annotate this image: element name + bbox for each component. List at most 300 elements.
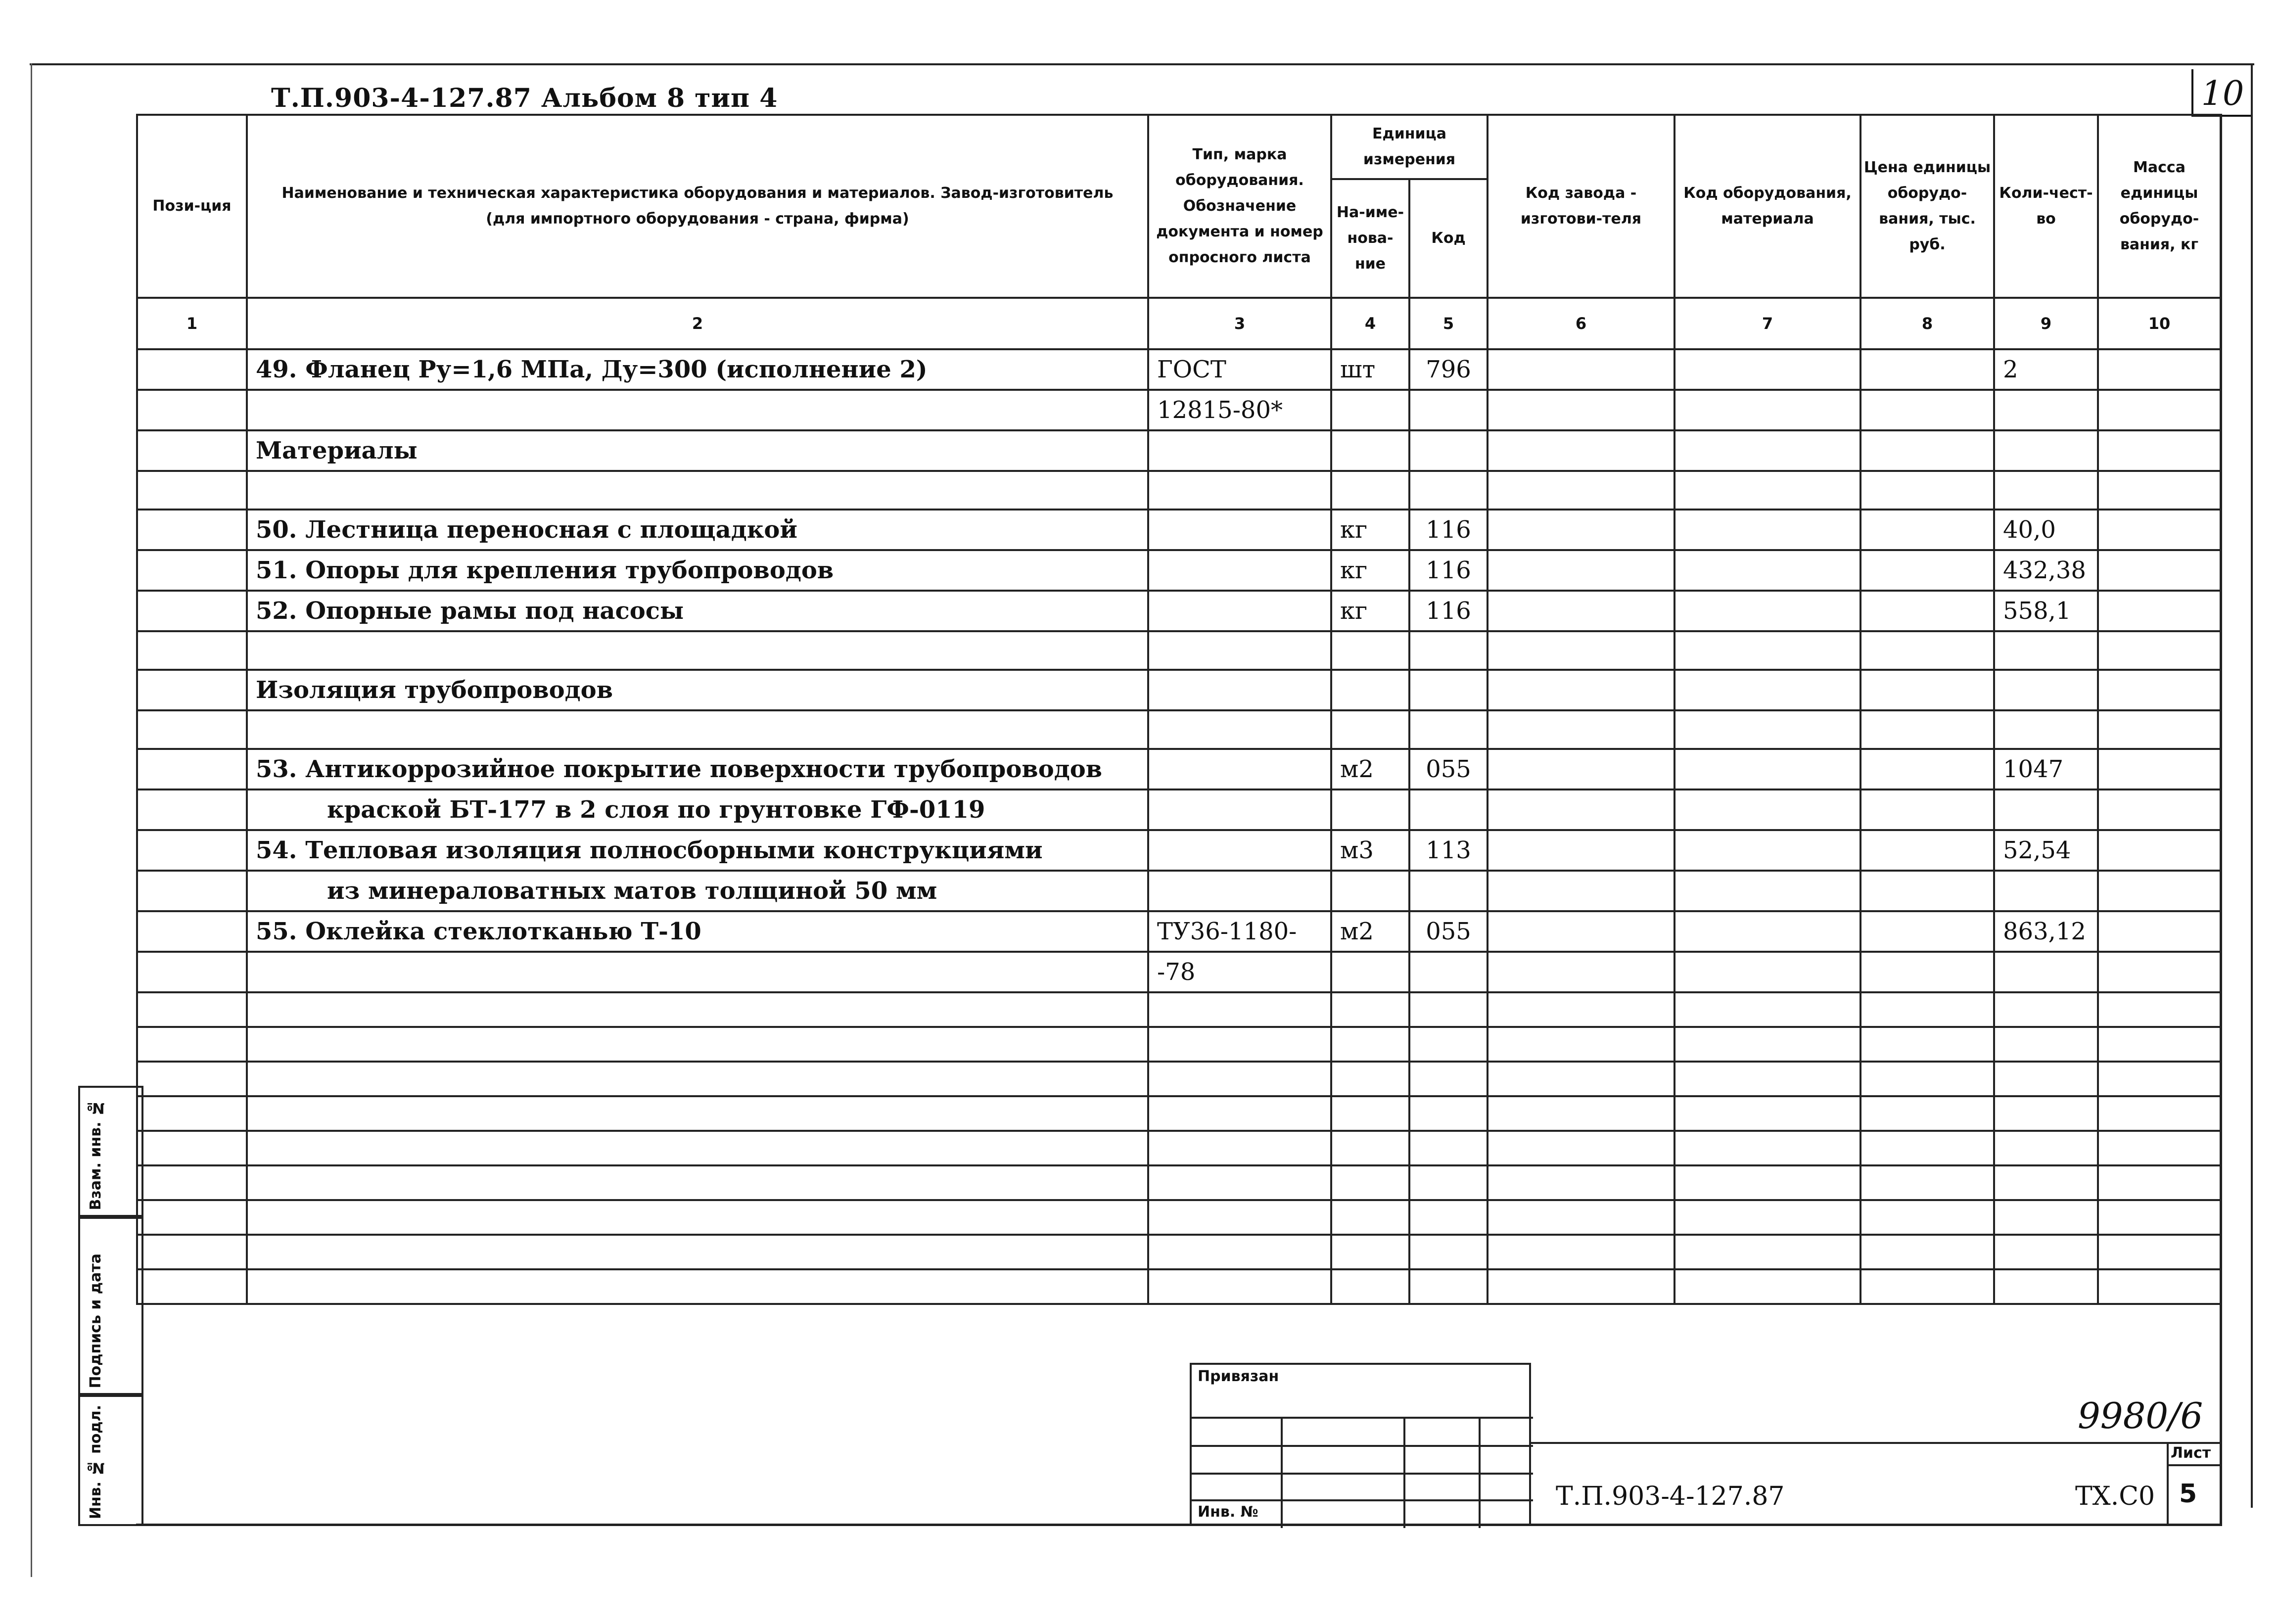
name-cell: краской БТ-177 в 2 слоя по грунтовке ГФ-0119 [247, 789, 1148, 830]
factory-code-cell [1488, 471, 1674, 510]
quantity-cell [1994, 670, 2098, 710]
price-cell [1860, 1096, 1994, 1131]
frame-left-line [31, 63, 32, 1577]
factory-code-cell [1488, 1235, 1674, 1269]
table-row [137, 471, 2221, 510]
position-cell [137, 911, 247, 952]
name-cell [247, 1200, 1148, 1235]
position-cell [137, 591, 247, 631]
unit-name-cell: кг [1331, 550, 1409, 591]
side-label: Инв. № подл. [87, 1404, 104, 1519]
mass-cell [2098, 471, 2221, 510]
type-cell [1148, 1165, 1331, 1200]
mass-cell [2098, 1131, 2221, 1165]
factory-code-cell [1488, 1200, 1674, 1235]
price-cell [1860, 952, 1994, 992]
table-row [137, 631, 2221, 670]
quantity-cell [1994, 1269, 2098, 1304]
unit-name-cell [1331, 952, 1409, 992]
position-cell [137, 1235, 247, 1269]
position-cell [137, 430, 247, 471]
handwritten-number: 9980/6 [2078, 1395, 2203, 1437]
price-cell [1860, 550, 1994, 591]
mass-cell [2098, 1269, 2221, 1304]
unit-name-cell: м2 [1331, 911, 1409, 952]
name-cell [247, 710, 1148, 749]
quantity-cell [1994, 952, 2098, 992]
mass-cell [2098, 1096, 2221, 1131]
quantity-cell [1994, 631, 2098, 670]
position-cell [137, 550, 247, 591]
unit-name-cell: кг [1331, 591, 1409, 631]
name-cell [247, 1027, 1148, 1062]
type-cell [1148, 749, 1331, 789]
equipment-code-cell [1674, 992, 1860, 1027]
price-cell [1860, 911, 1994, 952]
type-cell [1148, 510, 1331, 550]
unit-name-cell: шт [1331, 349, 1409, 390]
equipment-code-cell [1674, 510, 1860, 550]
factory-code-cell [1488, 952, 1674, 992]
price-cell [1860, 1165, 1994, 1200]
stamp-grid-line [1192, 1445, 1533, 1447]
mass-cell [2098, 911, 2221, 952]
factory-code-cell [1488, 430, 1674, 471]
side-stamp-signature [78, 1217, 143, 1395]
type-cell [1148, 430, 1331, 471]
name-cell [247, 952, 1148, 992]
unit-code-cell [1409, 710, 1488, 749]
price-cell [1860, 871, 1994, 911]
quantity-cell [1994, 789, 2098, 830]
quantity-cell [1994, 1096, 2098, 1131]
col-header-mass: Масса единицы оборудо-вания, кг [2098, 115, 2221, 298]
type-cell [1148, 1269, 1331, 1304]
quantity-cell [1994, 1200, 2098, 1235]
price-cell [1860, 1269, 1994, 1304]
col-header-type: Тип, марка оборудования. Обозначение документа и номер опросного листа [1148, 115, 1331, 298]
col-header-quantity: Коли-чест-во [1994, 115, 2098, 298]
factory-code-cell [1488, 992, 1674, 1027]
mass-cell [2098, 789, 2221, 830]
mass-cell [2098, 430, 2221, 471]
unit-name-cell [1331, 1096, 1409, 1131]
col-header-unit-group: Единица измерения [1331, 115, 1488, 179]
price-cell [1860, 430, 1994, 471]
mass-cell [2098, 952, 2221, 992]
equipment-code-cell [1674, 789, 1860, 830]
type-cell [1148, 670, 1331, 710]
frame-top-line [30, 63, 2254, 65]
table-row [137, 871, 2221, 911]
col-header-unit-name: На-име-нова-ние [1331, 179, 1409, 298]
unit-code-cell [1409, 1096, 1488, 1131]
table-row [137, 1131, 2221, 1165]
factory-code-cell [1488, 510, 1674, 550]
quantity-cell: 52,54 [1994, 830, 2098, 871]
factory-code-cell [1488, 631, 1674, 670]
quantity-cell: 40,0 [1994, 510, 2098, 550]
table-row [137, 749, 2221, 789]
mass-cell [2098, 992, 2221, 1027]
factory-code-cell [1488, 1131, 1674, 1165]
factory-code-cell [1488, 550, 1674, 591]
equipment-code-cell [1674, 631, 1860, 670]
position-cell [137, 749, 247, 789]
unit-name-cell [1331, 710, 1409, 749]
equipment-code-cell [1674, 911, 1860, 952]
name-cell: из минераловатных матов толщиной 50 мм [247, 871, 1148, 911]
col-header-unit-code: Код [1409, 179, 1488, 298]
mass-cell [2098, 390, 2221, 430]
unit-code-cell: 116 [1409, 550, 1488, 591]
col-header-price: Цена единицы оборудо-вания, тыс. руб. [1860, 115, 1994, 298]
price-cell [1860, 789, 1994, 830]
unit-code-cell [1409, 670, 1488, 710]
col-num: 5 [1409, 298, 1488, 349]
unit-code-cell: 116 [1409, 510, 1488, 550]
type-cell [1148, 871, 1331, 911]
price-cell [1860, 710, 1994, 749]
factory-code-cell [1488, 390, 1674, 430]
price-cell [1860, 749, 1994, 789]
type-cell: 12815-80* [1148, 390, 1331, 430]
unit-name-cell [1331, 1131, 1409, 1165]
name-cell: 49. Фланец Ру=1,6 МПа, Ду=300 (исполнение 2) [247, 349, 1148, 390]
equipment-code-cell [1674, 1027, 1860, 1062]
position-cell [137, 670, 247, 710]
unit-code-cell [1409, 1131, 1488, 1165]
factory-code-cell [1488, 591, 1674, 631]
col-num: 6 [1488, 298, 1674, 349]
sheet-box-divider [2167, 1464, 2220, 1466]
unit-name-cell [1331, 1062, 1409, 1096]
factory-code-cell [1488, 670, 1674, 710]
price-cell [1860, 1027, 1994, 1062]
sheet-label: Лист [2171, 1444, 2211, 1462]
unit-code-cell [1409, 1235, 1488, 1269]
name-cell [247, 1096, 1148, 1131]
table-row [137, 390, 2221, 430]
equipment-code-cell [1674, 430, 1860, 471]
col-num: 9 [1994, 298, 2098, 349]
table-row [137, 510, 2221, 550]
unit-name-cell [1331, 1235, 1409, 1269]
attachment-stamp [1190, 1363, 1531, 1526]
position-cell [137, 952, 247, 992]
title-block-doc-code: Т.П.903-4-127.87 [1556, 1482, 1785, 1511]
unit-code-cell [1409, 952, 1488, 992]
type-cell [1148, 710, 1331, 749]
name-cell: 55. Оклейка стеклотканью Т-10 [247, 911, 1148, 952]
name-cell: 51. Опоры для крепления трубопроводов [247, 550, 1148, 591]
factory-code-cell [1488, 349, 1674, 390]
unit-code-cell [1409, 992, 1488, 1027]
factory-code-cell [1488, 789, 1674, 830]
position-cell [137, 1165, 247, 1200]
col-num: 7 [1674, 298, 1860, 349]
mass-cell [2098, 1165, 2221, 1200]
sheet-number: 5 [2179, 1479, 2197, 1509]
equipment-code-cell [1674, 1062, 1860, 1096]
factory-code-cell [1488, 1165, 1674, 1200]
type-cell [1148, 550, 1331, 591]
name-cell: 52. Опорные рамы под насосы [247, 591, 1148, 631]
table-row [137, 911, 2221, 952]
equipment-code-cell [1674, 1131, 1860, 1165]
document-title: Т.П.903-4-127.87 Альбом 8 тип 4 [271, 83, 778, 113]
equipment-code-cell [1674, 830, 1860, 871]
mass-cell [2098, 830, 2221, 871]
name-cell: Материалы [247, 430, 1148, 471]
table-row [137, 550, 2221, 591]
table-row [137, 1269, 2221, 1304]
col-header-name: Наименование и техническая характеристика оборудования и материалов. Завод-изготовитель (для импортного оборудования - страна, фирма) [247, 115, 1148, 298]
side-label: Подпись и дата [87, 1253, 104, 1388]
quantity-cell [1994, 471, 2098, 510]
unit-name-cell: кг [1331, 510, 1409, 550]
position-cell [137, 390, 247, 430]
table-row [137, 1027, 2221, 1062]
position-cell [137, 789, 247, 830]
equipment-code-cell [1674, 1096, 1860, 1131]
table-row [137, 349, 2221, 390]
unit-code-cell: 116 [1409, 591, 1488, 631]
equipment-code-cell [1674, 349, 1860, 390]
type-cell [1148, 830, 1331, 871]
table-row [137, 1062, 2221, 1096]
factory-code-cell [1488, 1062, 1674, 1096]
table-row [137, 830, 2221, 871]
table-row [137, 952, 2221, 992]
name-cell [247, 1235, 1148, 1269]
quantity-cell [1994, 390, 2098, 430]
type-cell [1148, 471, 1331, 510]
quantity-cell [1994, 1062, 2098, 1096]
page-number: 10 [2201, 74, 2244, 113]
price-cell [1860, 1200, 1994, 1235]
price-cell [1860, 471, 1994, 510]
quantity-cell [1994, 871, 2098, 911]
mass-cell [2098, 591, 2221, 631]
name-cell: 50. Лестница переносная с площадкой [247, 510, 1148, 550]
equipment-code-cell [1674, 1165, 1860, 1200]
name-cell [247, 471, 1148, 510]
unit-name-cell [1331, 871, 1409, 911]
position-cell [137, 710, 247, 749]
mass-cell [2098, 550, 2221, 591]
position-cell [137, 631, 247, 670]
quantity-cell [1994, 1165, 2098, 1200]
position-cell [137, 1027, 247, 1062]
price-cell [1860, 631, 1994, 670]
equipment-code-cell [1674, 1200, 1860, 1235]
col-header-position: Пози-ция [137, 115, 247, 298]
factory-code-cell [1488, 749, 1674, 789]
equipment-code-cell [1674, 952, 1860, 992]
frame-bottom-line [136, 1524, 2220, 1526]
frame-inner-right-line [2220, 114, 2222, 1526]
name-cell: Изоляция трубопроводов [247, 670, 1148, 710]
quantity-cell [1994, 1131, 2098, 1165]
price-cell [1860, 390, 1994, 430]
factory-code-cell [1488, 911, 1674, 952]
type-cell [1148, 1062, 1331, 1096]
side-label: Взам. инв. № [87, 1099, 104, 1210]
name-cell [247, 992, 1148, 1027]
type-cell [1148, 1235, 1331, 1269]
type-cell [1148, 591, 1331, 631]
mass-cell [2098, 1062, 2221, 1096]
col-header-equipment-code: Код оборудования, материала [1674, 115, 1860, 298]
quantity-cell [1994, 710, 2098, 749]
type-cell [1148, 1200, 1331, 1235]
equipment-code-cell [1674, 749, 1860, 789]
unit-code-cell [1409, 1165, 1488, 1200]
unit-name-cell [1331, 471, 1409, 510]
col-num: 10 [2098, 298, 2221, 349]
equipment-code-cell [1674, 871, 1860, 911]
name-cell: 54. Тепловая изоляция полносборными конструкциями [247, 830, 1148, 871]
name-cell [247, 631, 1148, 670]
equipment-code-cell [1674, 670, 1860, 710]
price-cell [1860, 349, 1994, 390]
unit-code-cell [1409, 1062, 1488, 1096]
unit-name-cell [1331, 1269, 1409, 1304]
unit-code-cell: 055 [1409, 911, 1488, 952]
price-cell [1860, 510, 1994, 550]
side-stamp-replace-inv [78, 1086, 143, 1217]
col-header-factory-code: Код завода - изготови-теля [1488, 115, 1674, 298]
title-block-top-line [1531, 1442, 2220, 1444]
equipment-code-cell [1674, 1235, 1860, 1269]
frame-right-line [2251, 63, 2253, 1508]
equipment-code-cell [1674, 471, 1860, 510]
stamp-grid-line [1403, 1417, 1405, 1528]
stamp-grid-line [1192, 1417, 1533, 1419]
quantity-cell [1994, 992, 2098, 1027]
position-cell [137, 510, 247, 550]
position-cell [137, 349, 247, 390]
price-cell [1860, 1131, 1994, 1165]
col-num: 4 [1331, 298, 1409, 349]
factory-code-cell [1488, 830, 1674, 871]
quantity-cell [1994, 1235, 2098, 1269]
type-cell: ТУ36-1180- [1148, 911, 1331, 952]
table-row [137, 430, 2221, 471]
name-cell [247, 1062, 1148, 1096]
price-cell [1860, 670, 1994, 710]
column-number-row [137, 298, 2221, 349]
price-cell [1860, 830, 1994, 871]
name-cell [247, 1269, 1148, 1304]
factory-code-cell [1488, 1269, 1674, 1304]
unit-code-cell [1409, 390, 1488, 430]
side-stamp-original-inv [78, 1395, 143, 1526]
unit-name-cell [1331, 670, 1409, 710]
equipment-code-cell [1674, 1269, 1860, 1304]
unit-name-cell [1331, 789, 1409, 830]
table-row [137, 591, 2221, 631]
equipment-code-cell [1674, 390, 1860, 430]
unit-code-cell [1409, 1027, 1488, 1062]
mass-cell [2098, 1200, 2221, 1235]
mass-cell [2098, 670, 2221, 710]
col-num: 3 [1148, 298, 1331, 349]
quantity-cell: 1047 [1994, 749, 2098, 789]
table-row [137, 670, 2221, 710]
mass-cell [2098, 1235, 2221, 1269]
table-row [137, 1235, 2221, 1269]
price-cell [1860, 992, 1994, 1027]
factory-code-cell [1488, 710, 1674, 749]
stamp-grid-line [1479, 1417, 1481, 1528]
quantity-cell: 863,12 [1994, 911, 2098, 952]
name-cell [247, 1131, 1148, 1165]
position-cell [137, 871, 247, 911]
unit-name-cell [1331, 1027, 1409, 1062]
mass-cell [2098, 871, 2221, 911]
stamp-grid-line [1192, 1473, 1533, 1475]
factory-code-cell [1488, 1027, 1674, 1062]
type-cell [1148, 789, 1331, 830]
inv-label: Инв. № [1198, 1503, 1258, 1521]
name-cell [247, 390, 1148, 430]
attached-label: Привязан [1198, 1368, 1279, 1385]
quantity-cell [1994, 430, 2098, 471]
price-cell [1860, 1062, 1994, 1096]
type-cell [1148, 631, 1331, 670]
unit-name-cell [1331, 390, 1409, 430]
mass-cell [2098, 1027, 2221, 1062]
factory-code-cell [1488, 871, 1674, 911]
position-cell [137, 1131, 247, 1165]
unit-code-cell [1409, 631, 1488, 670]
col-num: 2 [247, 298, 1148, 349]
specification-table [136, 114, 2222, 1305]
stamp-grid-line [1281, 1417, 1283, 1528]
mass-cell [2098, 510, 2221, 550]
unit-name-cell [1331, 631, 1409, 670]
name-cell: 53. Антикоррозийное покрытие поверхности трубопроводов [247, 749, 1148, 789]
name-cell [247, 1165, 1148, 1200]
factory-code-cell [1488, 1096, 1674, 1131]
quantity-cell: 432,38 [1994, 550, 2098, 591]
unit-code-cell: 113 [1409, 830, 1488, 871]
col-num: 8 [1860, 298, 1994, 349]
mass-cell [2098, 710, 2221, 749]
table-row [137, 1165, 2221, 1200]
equipment-code-cell [1674, 550, 1860, 591]
header-row [137, 115, 2221, 179]
unit-name-cell [1331, 1200, 1409, 1235]
unit-code-cell [1409, 471, 1488, 510]
unit-name-cell [1331, 1165, 1409, 1200]
position-cell [137, 830, 247, 871]
quantity-cell: 2 [1994, 349, 2098, 390]
table-row [137, 1096, 2221, 1131]
position-cell [137, 1200, 247, 1235]
table-row [137, 789, 2221, 830]
unit-name-cell [1331, 430, 1409, 471]
unit-code-cell [1409, 430, 1488, 471]
unit-name-cell [1331, 992, 1409, 1027]
col-num: 1 [137, 298, 247, 349]
title-block-sheet-code: ТХ.С0 [2075, 1482, 2155, 1511]
unit-name-cell: м2 [1331, 749, 1409, 789]
type-cell [1148, 1131, 1331, 1165]
price-cell [1860, 591, 1994, 631]
